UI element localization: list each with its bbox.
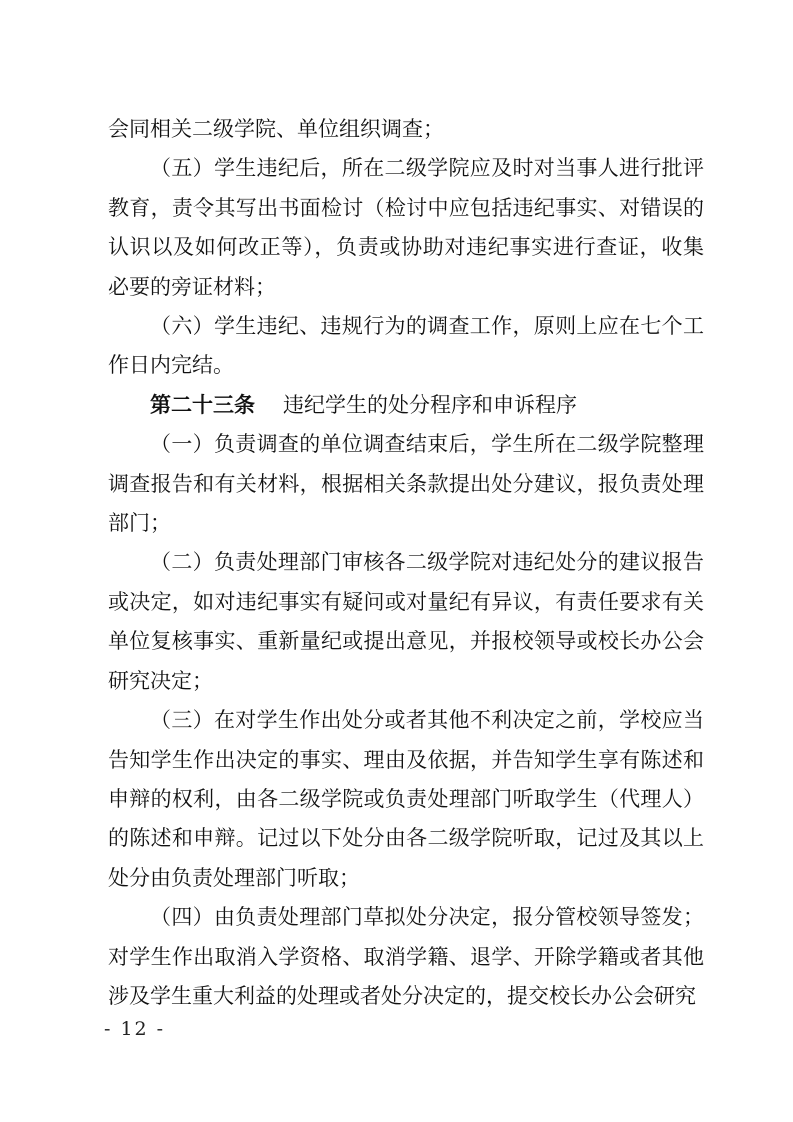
article-title: 违纪学生的处分程序和申诉程序 [283,392,577,417]
article-item-2: （二）负责处理部门审核各二级学院对违纪处分的建议报告或决定，如对违纪事实有疑问或对量纪有异议，有责任要求有关单位复核事实、重新量纪或提出意见，并报校领导或校长办公会研究决定； [108,550,704,693]
page-number: - 12 - [104,1018,166,1040]
article-item-4: （四）由负责处理部门草拟处分决定，报分管校领导签发；对学生作出取消入学资格、取消学籍、退学、开除学籍或者其他涉及学生重大利益的处理或者处分决定的，提交校长办公会研究 [108,905,704,1008]
article-heading [108,386,704,425]
article-item-1: （一）负责调查的单位调查结束后，学生所在二级学院整理调查报告和有关材料，根据相关条款提出处分建议，报负责处理部门； [108,432,704,536]
article-number: 第二十三条 [150,392,255,417]
paragraph-item-6: （六）学生违纪、违规行为的调查工作，原则上应在七个工作日内完结。 [108,314,704,378]
document-body [108,110,704,1016]
paragraph-item-5: （五）学生违纪后，所在二级学院应及时对当事人进行批评教育，责令其写出书面检讨（检讨中应包括违纪事实、对错误的认识以及如何改正等），负责或协助对违纪事实进行查证，收集必要的旁证材料； [108,156,704,299]
paragraph-continuation: 会同相关二级学院、单位组织调查； [108,117,444,141]
article-item-3: （三）在对学生作出处分或者其他不利决定之前，学校应当告知学生作出决定的事实、理由及依据，并告知学生享有陈述和申辩的权利，由各二级学院或负责处理部门听取学生（代理人）的陈述和申辩。记过以下处分由各二级学院听取，记过及其以上处分由负责处理部门听取； [108,708,704,890]
